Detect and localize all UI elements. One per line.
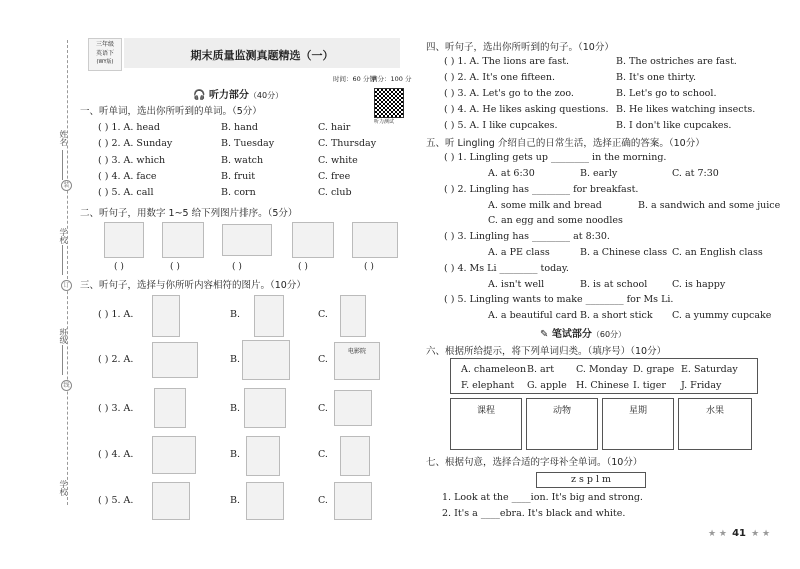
s1-q3-c: C. white — [318, 155, 358, 166]
s1-q2-b: B. Tuesday — [221, 138, 275, 149]
s5-q1-b: B. early — [580, 168, 618, 179]
clock-picture — [352, 222, 398, 258]
category-box-weekdays[interactable] — [602, 398, 674, 450]
s4-q3-a: ( ) 3. A. Let's go to the zoo. — [444, 88, 574, 99]
s5-q1-a: A. at 6:30 — [488, 168, 535, 179]
category-box-animals[interactable] — [526, 398, 598, 450]
s7-q1: 1. Look at the ____ion. It's big and strong. — [442, 492, 643, 503]
s3-q1-c: C. — [318, 309, 328, 320]
s1-q2-c: C. Thursday — [318, 138, 377, 149]
qr-label: 听力测试 — [374, 119, 395, 125]
s3-q3-c-picture — [334, 390, 372, 426]
s5-title: 五、听 Lingling 介绍自己的日常生活，选择正确的答案。（10分） — [426, 138, 705, 149]
s4-q1-b: B. The ostriches are fast. — [616, 56, 737, 67]
panda-picture — [104, 222, 144, 258]
class-line — [62, 345, 63, 375]
s3-q5: ( ) 5. A. — [98, 495, 134, 506]
s2-blank-2[interactable]: ( ) — [170, 262, 180, 272]
s4-q2-b: B. It's one thirty. — [616, 72, 697, 83]
s3-q5-a-picture — [152, 482, 190, 520]
s3-q4-b: B. — [230, 449, 241, 460]
s5-q2-a: A. some milk and bread — [488, 200, 602, 211]
word-g: G. apple — [527, 380, 567, 391]
s5-q2-c: C. an egg and some noodles — [488, 215, 623, 226]
school-label-top: 学校 — [59, 228, 68, 244]
s1-title: 一、听单词，选出你所听到的单词。（5分） — [80, 106, 262, 117]
s5-q3: ( ) 3. Lingling has ________ at 8:30. — [444, 231, 610, 242]
s5-q5-c: C. a yummy cupcake — [672, 310, 772, 321]
s1-q2: ( ) 2. A. Sunday — [98, 138, 173, 149]
s5-q5: ( ) 5. Lingling wants to make ________ for Ms Li. — [444, 294, 674, 305]
grade-text: 三年级 — [95, 41, 114, 48]
category-courses: 课程 — [476, 406, 495, 416]
cinema-sign: 电影院 — [347, 348, 366, 355]
s2-blank-1[interactable]: ( ) — [114, 262, 124, 272]
pencil-icon: ✎ — [540, 329, 549, 340]
word-a: A. chameleon — [461, 364, 527, 375]
s3-q3: ( ) 3. A. — [98, 403, 134, 414]
word-d: D. grape — [633, 364, 675, 375]
headphone-icon: 🎧 — [193, 90, 206, 101]
s1-q1: ( ) 1. A. head — [98, 122, 160, 133]
s5-q4-c: C. is happy — [672, 279, 726, 290]
s5-q1: ( ) 1. Lingling gets up ________ in the morning. — [444, 152, 667, 163]
s3-q3-a-picture — [154, 388, 186, 428]
s4-q4-a: ( ) 4. A. He likes asking questions. — [444, 104, 609, 115]
subject-text: 英语下 — [95, 50, 114, 57]
category-weekdays: 星期 — [628, 406, 647, 416]
full-score: 满分：100 分 — [371, 75, 412, 83]
s1-q4-c: C. free — [318, 171, 351, 182]
category-fruit: 水果 — [705, 406, 724, 416]
class-label: 班级 — [59, 328, 68, 344]
s1-q3: ( ) 3. A. which — [98, 155, 166, 166]
s5-q5-a: A. a beautiful card — [488, 310, 578, 321]
s1-q5-c: C. club — [318, 187, 352, 198]
s7-q2: 2. It's a ____ebra. It's black and white. — [442, 508, 626, 519]
binding-mark-1: 装 — [61, 180, 72, 191]
s1-q1-c: C. hair — [318, 122, 351, 133]
s3-q2-b: B. — [230, 354, 241, 365]
s3-q4-a-picture — [152, 436, 196, 474]
s5-q2: ( ) 2. Lingling has ________ for breakfast. — [444, 184, 639, 195]
s3-q5-c-picture — [334, 482, 372, 520]
book-picture — [162, 222, 204, 258]
s2-blank-4[interactable]: ( ) — [298, 262, 308, 272]
s3-q5-c: C. — [318, 495, 328, 506]
s4-q3-b: B. Let's go to school. — [616, 88, 717, 99]
s5-q2-b: B. a sandwich and some juice — [638, 200, 781, 211]
word-c: C. Monday — [576, 364, 628, 375]
page-number: 41 — [732, 528, 747, 539]
s3-q3-b: B. — [230, 403, 241, 414]
school-line-top — [62, 245, 63, 275]
s6-title: 六、根据所给提示，将下列单词归类。（填序号）（10分） — [426, 346, 667, 357]
category-animals: 动物 — [552, 406, 571, 416]
letter-bank — [536, 472, 646, 488]
name-label: 姓名 — [59, 130, 68, 146]
cinema-picture — [334, 342, 380, 380]
binding-line — [67, 40, 68, 505]
s3-q4-c: C. — [318, 449, 328, 460]
s4-q4-b: B. He likes watching insects. — [616, 104, 756, 115]
s3-q2-c: C. — [318, 354, 328, 365]
s3-q5-b: B. — [230, 495, 241, 506]
s1-q5-b: B. corn — [221, 187, 256, 198]
binding-mark-2: 订 — [61, 280, 72, 291]
s3-q1-c-picture — [340, 295, 366, 337]
school-label: 学校 — [59, 480, 68, 496]
word-j: J. Friday — [681, 380, 722, 391]
word-i: I. tiger — [633, 380, 666, 391]
grade-box — [88, 38, 122, 71]
s2-blank-5[interactable]: ( ) — [364, 262, 374, 272]
s5-q4-b: B. is at school — [580, 279, 648, 290]
s5-q4: ( ) 4. Ms Li ________ today. — [444, 263, 569, 274]
page-footer — [708, 521, 770, 540]
word-b: B. art — [527, 364, 555, 375]
word-f: F. elephant — [461, 380, 515, 391]
s3-q2-a-picture — [152, 342, 198, 378]
s4-q5-a: ( ) 5. A. I like cupcakes. — [444, 120, 558, 131]
s3-q5-b-picture — [246, 482, 284, 520]
s3-q1-b-picture — [254, 295, 284, 337]
writing-heading: ✎ 笔试部分（60分） — [540, 329, 627, 340]
stars-left-icon: ★ ★ — [708, 529, 727, 539]
s1-q3-b: B. watch — [221, 155, 264, 166]
s3-q2: ( ) 2. A. — [98, 354, 134, 365]
s5-q3-b: B. a Chinese class — [580, 247, 668, 258]
s5-q1-c: C. at 7:30 — [672, 168, 719, 179]
s3-q3-b-picture — [244, 388, 286, 428]
category-box-courses[interactable] — [450, 398, 522, 450]
edition-text: (WY版) — [96, 59, 114, 65]
s1-q1-b: B. hand — [221, 122, 259, 133]
letter-bank-text: z s p l m — [570, 474, 612, 485]
s1-q4: ( ) 4. A. face — [98, 171, 157, 182]
name-line — [62, 150, 63, 180]
s3-q3-c: C. — [318, 403, 328, 414]
s1-q5: ( ) 5. A. call — [98, 187, 154, 198]
qr-code[interactable] — [374, 88, 404, 118]
s4-title: 四、听句子，选出你所听到的句子。（10分） — [426, 42, 614, 53]
s4-q1-a: ( ) 1. A. The lions are fast. — [444, 56, 570, 67]
s3-q2-b-picture — [242, 340, 290, 380]
s3-q1: ( ) 1. A. — [98, 309, 134, 320]
calendar-picture — [222, 224, 272, 256]
s5-q4-a: A. isn't well — [488, 279, 545, 290]
s3-title: 三、听句子，选择与你所听内容相符的图片。（10分） — [80, 280, 306, 291]
s4-q2-a: ( ) 2. A. It's one fifteen. — [444, 72, 556, 83]
s3-q1-b: B. — [230, 309, 241, 320]
stars-right-icon: ★ ★ — [751, 529, 771, 539]
s3-q4: ( ) 4. A. — [98, 449, 134, 460]
s3-q4-c-picture — [340, 436, 370, 476]
s1-q4-b: B. fruit — [221, 171, 256, 182]
s4-q5-b: B. I don't like cupcakes. — [616, 120, 732, 131]
time-limit: 时间：60 分钟 — [333, 75, 376, 83]
s2-blank-3[interactable]: ( ) — [232, 262, 242, 272]
s2-title: 二、听句子，用数字 1~5 给下列图片排序。（5分） — [80, 208, 298, 219]
s3-q1-a-picture — [152, 295, 180, 337]
s3-q4-b-picture — [246, 436, 280, 476]
word-e: E. Saturday — [681, 364, 738, 375]
kids-picture — [292, 222, 334, 258]
word-h: H. Chinese — [576, 380, 629, 391]
listening-heading: 🎧 听力部分（40分） — [193, 90, 284, 101]
category-box-fruit[interactable] — [678, 398, 752, 450]
s5-q3-a: A. a PE class — [488, 247, 550, 258]
s5-q5-b: B. a short stick — [580, 310, 653, 321]
s5-q3-c: C. an English class — [672, 247, 763, 258]
s7-title: 七、根据句意，选择合适的字母补全单词。（10分） — [426, 457, 643, 468]
binding-mark-3: 线 — [61, 380, 72, 391]
page-title: 期末质量监测真题精选（一） — [190, 49, 334, 62]
